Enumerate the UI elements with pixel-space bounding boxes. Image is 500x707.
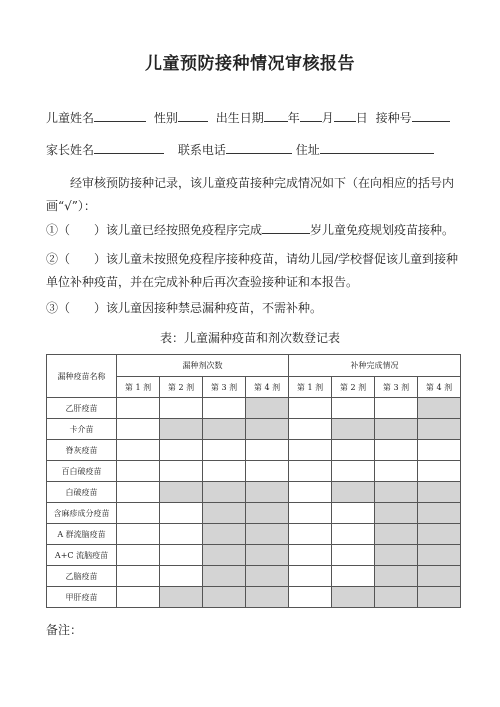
not-applicable-cell	[418, 587, 461, 608]
dose-checkbox-cell[interactable]	[203, 461, 246, 482]
dose-checkbox-cell[interactable]	[160, 398, 203, 419]
dose-checkbox-cell[interactable]	[203, 440, 246, 461]
vaccine-name-cell: 甲肝疫苗	[47, 587, 117, 608]
table-row	[47, 545, 461, 566]
parent-info-line	[46, 141, 434, 158]
table-row	[47, 419, 461, 440]
phone-label: 联系电话	[177, 143, 226, 157]
child-name-field[interactable]	[94, 109, 146, 122]
dose-checkbox-cell[interactable]	[332, 566, 375, 587]
dob-month-field[interactable]	[300, 109, 322, 122]
not-applicable-cell	[332, 419, 375, 440]
not-applicable-cell	[418, 524, 461, 545]
dose-header: 第 3 剂	[203, 377, 246, 398]
vaccine-name-cell: 含麻疹成分疫苗	[47, 503, 117, 524]
dose-checkbox-cell[interactable]	[160, 566, 203, 587]
catchup-status-header: 补种完成情况	[289, 355, 461, 377]
vaccine-name-cell: A 群流脑疫苗	[47, 524, 117, 545]
dose-checkbox-cell[interactable]	[117, 566, 160, 587]
table-row	[47, 461, 461, 482]
not-applicable-cell	[418, 398, 461, 419]
child-name-label: 儿童姓名	[46, 111, 95, 125]
dose-checkbox-cell[interactable]	[246, 461, 289, 482]
not-applicable-cell	[160, 419, 203, 440]
not-applicable-cell	[246, 482, 289, 503]
missed-vaccine-table	[46, 354, 461, 608]
dose-checkbox-cell[interactable]	[332, 461, 375, 482]
dose-checkbox-cell[interactable]	[160, 545, 203, 566]
age-field[interactable]	[262, 221, 310, 234]
dose-checkbox-cell[interactable]	[332, 440, 375, 461]
phone-field[interactable]	[226, 141, 292, 154]
not-applicable-cell	[203, 566, 246, 587]
dose-checkbox-cell[interactable]	[418, 440, 461, 461]
page-title: 儿童预防接种情况审核报告	[145, 54, 355, 74]
not-applicable-cell	[203, 419, 246, 440]
not-applicable-cell	[332, 482, 375, 503]
dose-checkbox-cell[interactable]	[160, 524, 203, 545]
dob-day-field[interactable]	[334, 109, 356, 122]
address-field[interactable]	[320, 141, 434, 154]
dose-checkbox-cell[interactable]	[289, 482, 332, 503]
not-applicable-cell	[246, 587, 289, 608]
dose-checkbox-cell[interactable]	[289, 398, 332, 419]
not-applicable-cell	[246, 503, 289, 524]
not-applicable-cell	[203, 503, 246, 524]
vaccine-name-header: 漏种疫苗名称	[47, 355, 117, 398]
not-applicable-cell	[203, 545, 246, 566]
dose-header: 第 4 剂	[246, 377, 289, 398]
not-applicable-cell	[246, 524, 289, 545]
not-applicable-cell	[160, 587, 203, 608]
table-row	[47, 587, 461, 608]
dose-checkbox-cell[interactable]	[203, 398, 246, 419]
dose-checkbox-cell[interactable]	[117, 419, 160, 440]
not-applicable-cell	[375, 545, 418, 566]
dose-checkbox-cell[interactable]	[117, 482, 160, 503]
dose-checkbox-cell[interactable]	[117, 587, 160, 608]
option-1	[46, 219, 460, 242]
option-1-prefix: ①（ ）该儿童已经按照免疫程序完成	[46, 223, 263, 237]
not-applicable-cell	[375, 566, 418, 587]
dose-checkbox-cell[interactable]	[117, 524, 160, 545]
table-caption: 表：儿童漏种疫苗和剂次数登记表	[159, 331, 340, 345]
dose-checkbox-cell[interactable]	[332, 398, 375, 419]
table-row	[47, 503, 461, 524]
dose-checkbox-cell[interactable]	[246, 440, 289, 461]
dose-checkbox-cell[interactable]	[160, 503, 203, 524]
not-applicable-cell	[332, 587, 375, 608]
parent-name-field[interactable]	[94, 141, 164, 154]
not-applicable-cell	[418, 503, 461, 524]
dose-checkbox-cell[interactable]	[289, 461, 332, 482]
day-label: 日	[355, 111, 368, 125]
not-applicable-cell	[375, 482, 418, 503]
not-applicable-cell	[418, 419, 461, 440]
year-label: 年	[287, 111, 300, 125]
dob-label: 出生日期	[215, 111, 264, 125]
dose-checkbox-cell[interactable]	[289, 419, 332, 440]
dose-header: 第 4 剂	[418, 377, 461, 398]
not-applicable-cell	[375, 503, 418, 524]
option-1-suffix: 岁儿童免疫规划疫苗接种。	[310, 223, 455, 237]
dose-checkbox-cell[interactable]	[289, 440, 332, 461]
remark-label: 备注：	[46, 623, 83, 637]
table-row	[47, 398, 461, 419]
dose-checkbox-cell[interactable]	[375, 398, 418, 419]
dose-header: 第 1 剂	[289, 377, 332, 398]
not-applicable-cell	[375, 419, 418, 440]
month-label: 月	[321, 111, 334, 125]
vaccine-name-cell: 脊灰疫苗	[47, 440, 117, 461]
not-applicable-cell	[246, 419, 289, 440]
dob-year-field[interactable]	[264, 109, 288, 122]
dose-header: 第 3 剂	[375, 377, 418, 398]
missed-doses-header: 漏种剂次数	[117, 355, 289, 377]
dose-checkbox-cell[interactable]	[375, 440, 418, 461]
table-row	[47, 440, 461, 461]
not-applicable-cell	[418, 482, 461, 503]
vaccine-name-cell: 百白破疫苗	[47, 461, 117, 482]
dose-header: 第 1 剂	[117, 377, 160, 398]
not-applicable-cell	[246, 566, 289, 587]
parent-name-label: 家长姓名	[46, 143, 95, 157]
option-2: ②（ ）该儿童未按照免疫程序接种疫苗，请幼儿园/学校督促该儿童到接种单位补种疫苗，并在完成补种后再次查验接种证和本报告。	[46, 252, 459, 289]
dose-checkbox-cell[interactable]	[289, 587, 332, 608]
vaccination-no-field[interactable]	[412, 109, 450, 122]
dose-checkbox-cell[interactable]	[332, 524, 375, 545]
dose-checkbox-cell[interactable]	[375, 461, 418, 482]
dose-checkbox-cell[interactable]	[332, 503, 375, 524]
dose-checkbox-cell[interactable]	[418, 461, 461, 482]
vaccine-name-cell: 白破疫苗	[47, 482, 117, 503]
dose-checkbox-cell[interactable]	[289, 503, 332, 524]
dose-checkbox-cell[interactable]	[160, 461, 203, 482]
dose-checkbox-cell[interactable]	[117, 461, 160, 482]
option-3: ③（ ）该儿童因接种禁忌漏种疫苗，不需补种。	[46, 301, 323, 315]
not-applicable-cell	[418, 545, 461, 566]
dose-checkbox-cell[interactable]	[289, 545, 332, 566]
dose-checkbox-cell[interactable]	[117, 503, 160, 524]
dose-checkbox-cell[interactable]	[289, 566, 332, 587]
not-applicable-cell	[160, 482, 203, 503]
vaccine-name-cell: 乙脑疫苗	[47, 566, 117, 587]
vaccine-name-cell: A+C 流脑疫苗	[47, 545, 117, 566]
not-applicable-cell	[375, 524, 418, 545]
not-applicable-cell	[246, 545, 289, 566]
not-applicable-cell	[375, 587, 418, 608]
not-applicable-cell	[203, 587, 246, 608]
not-applicable-cell	[203, 524, 246, 545]
vaccine-name-cell: 卡介苗	[47, 419, 117, 440]
gender-field[interactable]	[178, 109, 208, 122]
dose-checkbox-cell[interactable]	[160, 440, 203, 461]
dose-header: 第 2 剂	[160, 377, 203, 398]
not-applicable-cell	[418, 566, 461, 587]
table-row	[47, 482, 461, 503]
gender-label: 性别	[153, 111, 178, 125]
dose-checkbox-cell[interactable]	[289, 524, 332, 545]
dose-checkbox-cell[interactable]	[332, 545, 375, 566]
vaccination-no-label: 接种号	[375, 111, 412, 125]
dose-checkbox-cell[interactable]	[117, 440, 160, 461]
table-row	[47, 524, 461, 545]
dose-header: 第 2 剂	[332, 377, 375, 398]
child-info-line	[46, 109, 450, 126]
dose-checkbox-cell[interactable]	[117, 545, 160, 566]
dose-checkbox-cell[interactable]	[117, 398, 160, 419]
table-row	[47, 566, 461, 587]
intro-paragraph: 经审核预防接种记录，该儿童疫苗接种完成情况如下（在向相应的括号内画“√”）：	[46, 176, 455, 213]
not-applicable-cell	[203, 482, 246, 503]
address-label: 住址	[295, 143, 320, 157]
vaccine-name-cell: 乙肝疫苗	[47, 398, 117, 419]
not-applicable-cell	[246, 398, 289, 419]
